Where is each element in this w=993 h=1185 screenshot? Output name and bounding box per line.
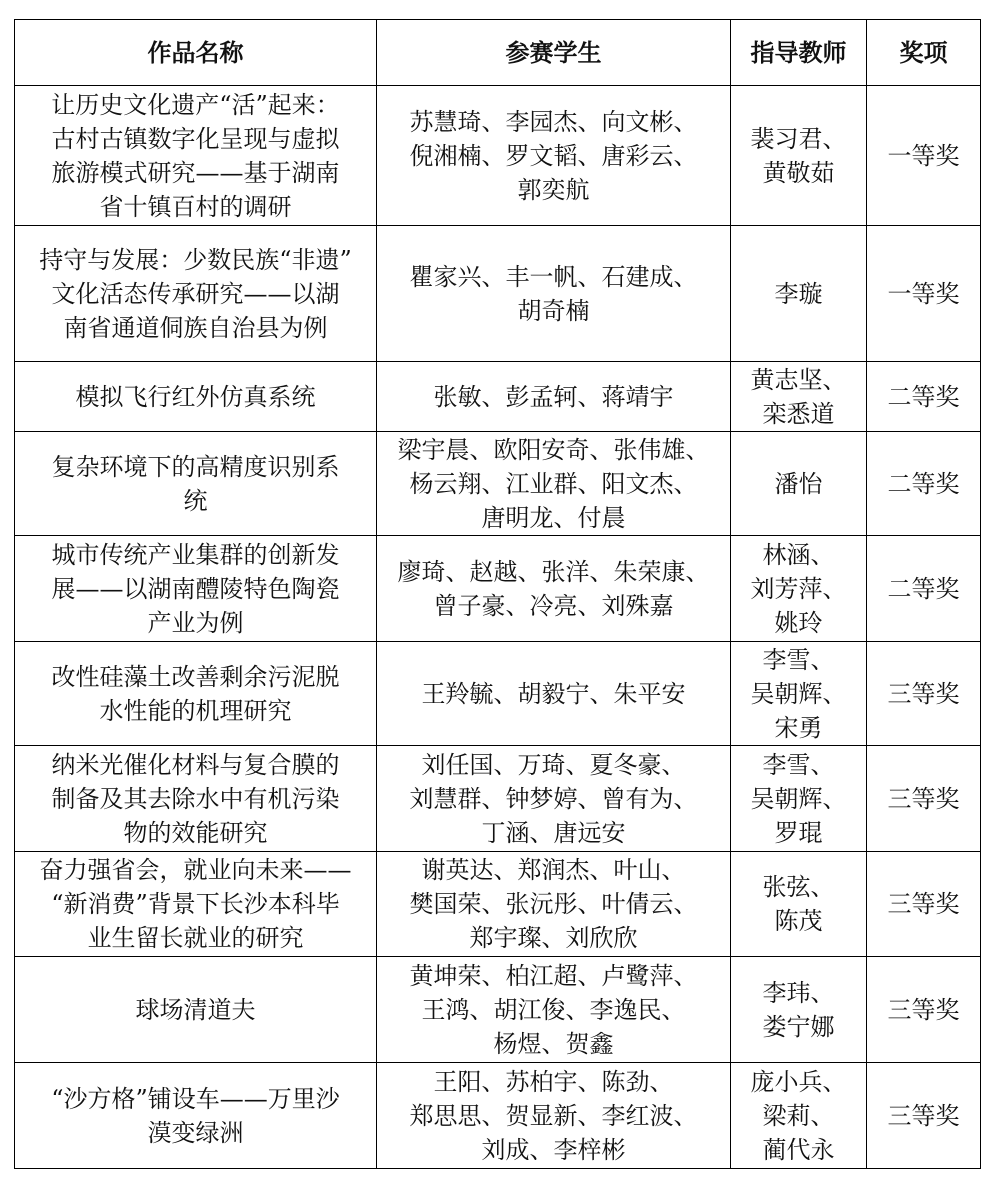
- work-title-cell-line: 古村古镇数字化呈现与虚拟: [51, 124, 340, 153]
- work-title-cell-line: “新消费”背景下长沙本科毕: [51, 890, 340, 918]
- table-row: [15, 226, 981, 362]
- work-title-cell: [15, 86, 377, 226]
- header-teachers: 指导教师: [731, 20, 867, 86]
- students-cell: [377, 536, 731, 642]
- students-cell-line: 刘任国、万琦、夏冬豪、: [421, 750, 686, 779]
- teachers-cell: [731, 957, 867, 1063]
- students-cell-line: 梁宇晨、欧阳安奇、张伟雄、: [397, 435, 710, 464]
- students-cell: [377, 852, 731, 957]
- work-title-cell-line: 持守与发展：少数民族“非遗”: [39, 245, 352, 274]
- students-cell-line: 王阳、苏柏宇、陈劲、: [433, 1067, 674, 1096]
- header-students: 参赛学生: [377, 20, 731, 86]
- work-title-cell-line: 产业为例: [147, 608, 244, 637]
- teachers-cell: [731, 852, 867, 957]
- table-row: [15, 432, 981, 536]
- students-cell-line: 刘成、李梓彬: [481, 1135, 626, 1164]
- work-title-cell-line: 制备及其去除水中有机污染: [51, 784, 340, 813]
- students-cell: [377, 86, 731, 226]
- work-title-cell-line: 水性能的机理研究: [99, 696, 292, 725]
- award-cell: 三等奖: [867, 852, 981, 957]
- teachers-cell-line: 吴朝辉、: [750, 679, 847, 708]
- teachers-cell: [731, 86, 867, 226]
- teachers-cell: [731, 642, 867, 746]
- award-cell: 三等奖: [867, 957, 981, 1063]
- teachers-cell: [731, 746, 867, 852]
- work-title-cell: [15, 642, 377, 746]
- work-title-cell: [15, 226, 377, 362]
- teachers-cell-line: 宋勇: [774, 713, 823, 742]
- teachers-cell-line: 梁莉、: [762, 1101, 835, 1130]
- teachers-cell-line: 吴朝辉、: [750, 784, 847, 813]
- work-title-cell-line: 南省通道侗族自治县为例: [63, 313, 328, 342]
- teachers-cell-line: 陈茂: [774, 907, 823, 935]
- work-title-cell-line: 球场清道夫: [135, 995, 256, 1024]
- teachers-cell-line: 张弦、: [762, 873, 835, 901]
- work-title-cell-line: 模拟飞行红外仿真系统: [75, 382, 316, 411]
- teachers-cell-line: 刘芳萍、: [750, 574, 847, 603]
- table-row: [15, 746, 981, 852]
- award-cell: 三等奖: [867, 642, 981, 746]
- teachers-cell-line: 庞小兵、: [750, 1067, 847, 1096]
- award-cell: 二等奖: [867, 536, 981, 642]
- work-title-cell-line: “沙方格”铺设车——万里沙: [51, 1084, 340, 1113]
- award-cell: 一等奖: [867, 226, 981, 362]
- teachers-cell-line: 娄宁娜: [762, 1012, 835, 1041]
- work-title-cell: [15, 957, 377, 1063]
- teachers-cell-line: 蔺代永: [762, 1135, 835, 1164]
- teachers-cell-line: 林涵、: [762, 540, 835, 569]
- table-row: [15, 852, 981, 957]
- work-title-cell: [15, 536, 377, 642]
- work-title-cell: [15, 852, 377, 957]
- award-cell: 二等奖: [867, 362, 981, 432]
- students-cell-line: 王羚毓、胡毅宁、朱平安: [421, 679, 686, 708]
- teachers-cell-line: 李璇: [774, 279, 823, 308]
- students-cell-line: 杨云翔、江业群、阳文杰、: [409, 469, 698, 498]
- work-title-cell-line: 城市传统产业集群的创新发: [51, 540, 340, 569]
- students-cell-line: 瞿家兴、丰一帆、石建成、: [409, 262, 698, 291]
- students-cell-line: 张敏、彭孟轲、蒋靖宇: [433, 382, 674, 411]
- work-title-cell-line: 旅游模式研究——基于湖南: [51, 158, 340, 187]
- teachers-cell: [731, 362, 867, 432]
- header-award: 奖项: [867, 20, 981, 86]
- teachers-cell-line: 裴习君、: [750, 124, 847, 153]
- table-row: [15, 86, 981, 226]
- students-cell-line: 刘慧群、钟梦婷、曾有为、: [409, 784, 698, 813]
- teachers-cell: [731, 432, 867, 536]
- students-cell: [377, 226, 731, 362]
- teachers-cell-line: 黄志坚、: [750, 365, 847, 394]
- teachers-cell-line: 潘怡: [774, 469, 823, 498]
- table-row: [15, 362, 981, 432]
- students-cell-line: 胡奇楠: [517, 296, 590, 325]
- work-title-cell-line: 文化活态传承研究——以湖: [51, 279, 340, 308]
- teachers-cell: [731, 536, 867, 642]
- work-title-cell-line: 复杂环境下的高精度识别系: [51, 452, 340, 481]
- teachers-cell-line: 黄敬茹: [762, 158, 835, 187]
- students-cell: [377, 432, 731, 536]
- table-row: [15, 1063, 981, 1169]
- award-cell: 一等奖: [867, 86, 981, 226]
- work-title-cell: [15, 1063, 377, 1169]
- work-title-cell-line: 业生留长就业的研究: [87, 924, 304, 952]
- students-cell: [377, 362, 731, 432]
- work-title-cell: [15, 362, 377, 432]
- students-cell-line: 倪湘楠、罗文韬、唐彩云、: [409, 141, 698, 170]
- award-cell: 三等奖: [867, 746, 981, 852]
- teachers-cell-line: 姚玲: [774, 608, 823, 637]
- header-row: [15, 20, 981, 86]
- students-cell: [377, 1063, 731, 1169]
- students-cell-line: 苏慧琦、李园杰、向文彬、: [409, 107, 698, 136]
- work-title-cell: [15, 746, 377, 852]
- teachers-cell-line: 李雪、: [762, 645, 835, 674]
- teachers-cell: [731, 1063, 867, 1169]
- table-row: [15, 957, 981, 1063]
- teachers-cell-line: 李玮、: [762, 978, 835, 1007]
- teachers-cell-line: 罗琨: [774, 818, 823, 847]
- table-row: [15, 536, 981, 642]
- work-title-cell-line: 物的效能研究: [123, 818, 268, 847]
- students-cell-line: 郑思思、贺显新、李红波、: [409, 1101, 698, 1130]
- students-cell-line: 谢英达、郑润杰、叶山、: [421, 856, 686, 884]
- work-title-cell-line: 改性硅藻土改善剩余污泥脱: [51, 662, 340, 691]
- students-cell: [377, 642, 731, 746]
- students-cell-line: 丁涵、唐远安: [481, 818, 626, 847]
- award-cell: 二等奖: [867, 432, 981, 536]
- students-cell-line: 郑宇璨、刘欣欣: [469, 924, 638, 952]
- awards-table: [14, 19, 981, 1169]
- students-cell-line: 郭奕航: [517, 175, 590, 204]
- work-title-cell-line: 统: [183, 486, 208, 515]
- teachers-cell-line: 李雪、: [762, 750, 835, 779]
- table-row: [15, 642, 981, 746]
- work-title-cell-line: 省十镇百村的调研: [99, 192, 292, 221]
- header-work-title: 作品名称: [15, 20, 377, 86]
- students-cell: [377, 746, 731, 852]
- students-cell-line: 黄坤荣、柏江超、卢鹭萍、: [409, 961, 698, 990]
- students-cell-line: 唐明龙、付晨: [481, 503, 626, 532]
- work-title-cell-line: 漠变绿洲: [147, 1118, 244, 1147]
- students-cell-line: 廖琦、赵越、张洋、朱荣康、: [397, 557, 710, 586]
- work-title-cell: [15, 432, 377, 536]
- students-cell-line: 曾子豪、冷亮、刘殊嘉: [433, 591, 674, 620]
- work-title-cell-line: 纳米光催化材料与复合膜的: [51, 750, 340, 779]
- work-title-cell-line: 让历史文化遗产“活”起来：: [51, 90, 340, 119]
- award-cell: 三等奖: [867, 1063, 981, 1169]
- students-cell-line: 杨煜、贺鑫: [493, 1029, 614, 1058]
- students-cell-line: 樊国荣、张沅彤、叶倩云、: [409, 890, 698, 918]
- work-title-cell-line: 奋力强省会，就业向未来——: [39, 856, 352, 884]
- teachers-cell: [731, 226, 867, 362]
- work-title-cell-line: 展——以湖南醴陵特色陶瓷: [51, 574, 340, 603]
- students-cell: [377, 957, 731, 1063]
- table-body: [15, 86, 981, 1169]
- students-cell-line: 王鸿、胡江俊、李逸民、: [421, 995, 686, 1024]
- teachers-cell-line: 栾悉道: [762, 399, 835, 428]
